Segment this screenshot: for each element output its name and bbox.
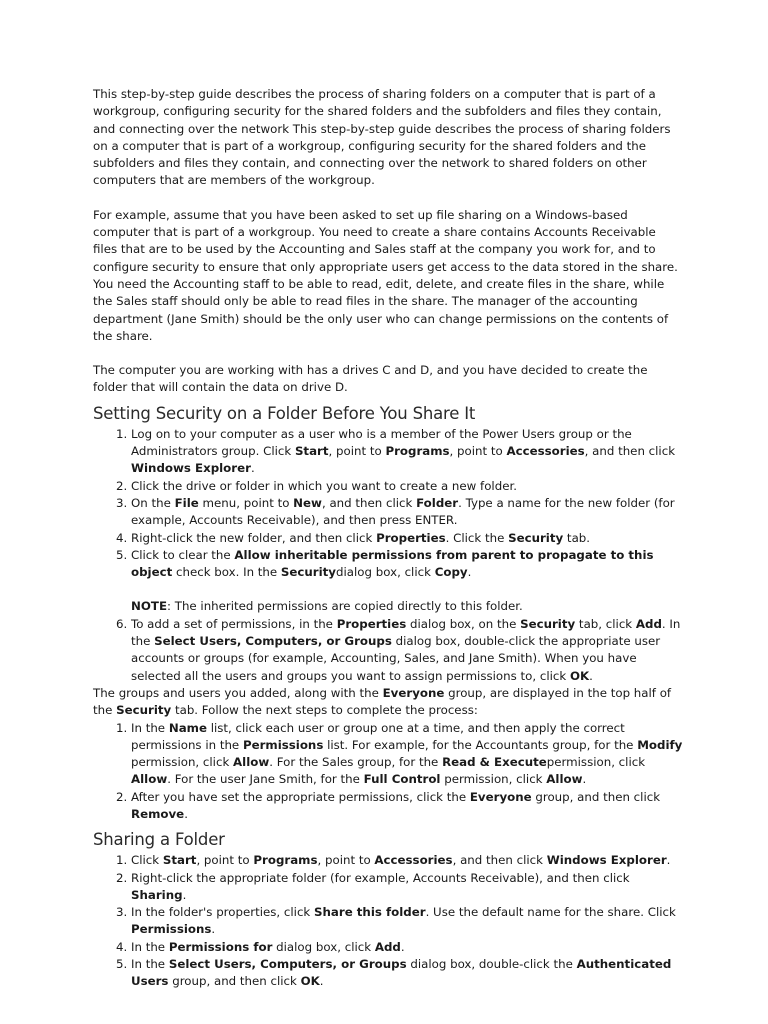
bold-term: Programs — [385, 444, 450, 459]
section-heading-security: Setting Security on a Folder Before You Share It — [93, 403, 476, 423]
list-item: 4. In the Permissions for dialog box, click Add. — [131, 939, 683, 956]
bold-term: OK — [569, 668, 590, 683]
bold-term: Add — [635, 616, 662, 631]
bold-term: Allow — [233, 755, 270, 770]
bold-term: Properties — [376, 530, 446, 545]
list-item: 1. Log on to your computer as a user who is a member of the Power Users group or the Administrators group. Click Start, point to Programs, point to Accessories, and then click Windows Explorer. — [131, 426, 683, 478]
bold-term: Share this folder — [314, 905, 426, 920]
bold-term: Allow — [131, 772, 168, 787]
bold-term: New — [293, 495, 322, 510]
bold-term: Authenticated Users — [131, 957, 672, 989]
bold-term: Accessories — [506, 444, 585, 459]
bold-term: Folder — [416, 495, 459, 510]
note-text: NOTE: The inherited permissions are copied directly to this folder. — [131, 599, 523, 614]
bold-term: Select Users, Computers, or Groups — [168, 957, 407, 972]
list-item: 2. Right-click the appropriate folder (for example, Accounts Receivable), and then click Sharing. — [131, 870, 683, 905]
intro-paragraph-3: The computer you are working with has a drives C and D, and you have decided to create the folder that will contain the data on drive D. — [93, 363, 648, 395]
list-item: 1. In the Name list, click each user or group one at a time, and then apply the correct permissions in the Permissions list. For example, for the Accountants group, for the Modify permission, click Allow. For the Sales group, for the Read & Executepermission, click Allow. For the user Jane Smith, for the Full Control permission, click Allow. — [131, 720, 683, 789]
section-heading-sharing: Sharing a Folder — [93, 830, 225, 850]
bold-term: Add — [374, 939, 401, 954]
security-steps-list — [93, 426, 683, 685]
intro-paragraph-1: This step-by-step guide describes the process of sharing folders on a computer that is part of a workgroup, configuring security for the shared folders and the subfolders and files they contain, and connecting over the network This step-by-step guide describes the process of sharing folders on a computer that is part of a workgroup, configuring security for the shared folders and the subfolders and files they contain, and connecting over the network to shared folders on other computers that are members of the workgroup. — [93, 87, 671, 188]
list-item: 2. Click the drive or folder in which you want to create a new folder. — [131, 478, 683, 495]
bold-term: Windows Explorer — [131, 461, 251, 476]
bold-term: Security — [116, 703, 172, 718]
bold-term: Security — [280, 565, 337, 580]
bold-term: Programs — [253, 853, 318, 868]
list-item: 5. In the Select Users, Computers, or Groups dialog box, double-click the Authenticated Users group, and then click OK. — [131, 956, 683, 991]
bold-term: NOTE — [131, 599, 168, 614]
bold-term: Accessories — [374, 853, 453, 868]
list-item: 5. Click to clear the Allow inheritable permissions from parent to propagate to this object check box. In the Securitydialog box, click Copy. NOTE: The inherited permissions are copied directly to this folder. — [131, 547, 683, 616]
bold-term: Security — [508, 530, 564, 545]
permission-steps-list — [93, 720, 683, 824]
bold-term: Name — [168, 720, 207, 735]
bold-term: Remove — [131, 806, 185, 821]
list-item: 1. Click Start, point to Programs, point to Accessories, and then click Windows Explorer. — [131, 852, 683, 869]
bold-term: Select Users, Computers, or Groups — [154, 634, 392, 649]
list-item: 4. Right-click the new folder, and then click Properties. Click the Security tab. — [131, 530, 683, 547]
bold-term: Everyone — [469, 789, 532, 804]
bold-term: Modify — [637, 737, 683, 752]
bold-term: Start — [294, 444, 329, 459]
bold-term: Sharing — [131, 887, 183, 902]
bold-term: Permissions for — [168, 939, 273, 954]
list-item: 6. To add a set of permissions, in the Properties dialog box, on the Security tab, click Add. In the Select Users, Computers, or Groups dialog box, double-click the appropriate user accounts or groups (for example, Accounting, Sales, and Jane Smith). When you have selected all the users and groups you want to assign permissions to, click OK. — [131, 616, 683, 685]
list-item: 3. On the File menu, point to New, and then click Folder. Type a name for the new folder (for example, Accounts Receivable), and then press ENTER. — [131, 495, 683, 530]
bold-term: Everyone — [382, 685, 445, 700]
security-followup-paragraph: The groups and users you added, along with the Everyone group, are displayed in the top half of the Security tab. Follow the next steps to complete the process: — [93, 685, 672, 718]
bold-term: Permissions — [131, 922, 212, 937]
bold-term: File — [174, 495, 199, 510]
bold-term: Security — [520, 616, 576, 631]
bold-term: Allow — [546, 772, 583, 787]
bold-term: Properties — [336, 616, 407, 631]
bold-term: Windows Explorer — [546, 853, 667, 868]
bold-term: Permissions — [242, 737, 324, 752]
bold-term: Allow inheritable permissions from parent to propagate to this object — [131, 547, 654, 580]
bold-term: OK — [300, 974, 320, 989]
list-item: 3. In the folder's properties, click Share this folder. Use the default name for the share. Click Permissions. — [131, 904, 683, 939]
bold-term: Start — [162, 853, 197, 868]
document-page — [93, 86, 683, 991]
bold-term: Full Control — [363, 772, 441, 787]
sharing-steps-list — [93, 852, 683, 990]
list-item: 2. After you have set the appropriate permissions, click the Everyone group, and then click Remove. — [131, 789, 683, 824]
bold-term: Copy — [434, 565, 468, 580]
bold-term: Read & Execute — [442, 755, 547, 770]
intro-paragraph-2: For example, assume that you have been asked to set up file sharing on a Windows-based computer that is part of a workgroup. You need to create a share contains Accounts Receivable files that are to be used by the Accounting and Sales staff at the company you work for, and to configure security to ensure that only appropriate users get access to the data stored in the share. You need the Accounting staff to be able to read, edit, delete, and create files in the share, while the Sales staff should only be able to read files in the share. The manager of the accounting department (Jane Smith) should be the only user who can change permissions on the contents of the share. — [93, 207, 678, 343]
